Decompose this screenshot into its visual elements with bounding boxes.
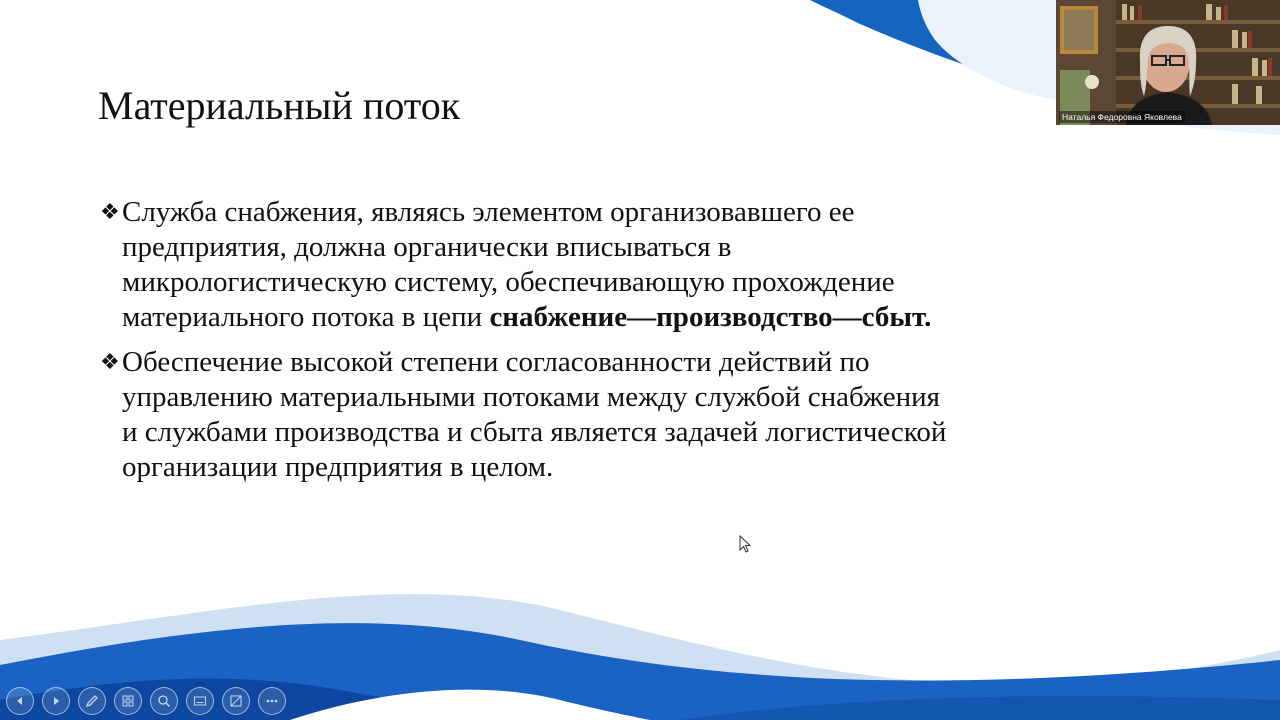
slides-icon	[121, 694, 135, 708]
diamond-bullet-icon: ❖	[100, 350, 120, 375]
slide-title: Материальный поток	[98, 83, 461, 128]
webcam-video-tile[interactable]	[1056, 0, 1280, 125]
bullet-text: Обеспечение высокой степени согласованности действий по управлению материальными потоками между службой снабжения и службами производства и сбыта является задачей логистической организации предприятия в целом.	[122, 346, 947, 483]
bullet-plain-text: Служба снабжения, являясь элементом организовавшего ее предприятия, должна органически вписываться в микрологистическую систему, обеспечивающую прохождение материального потока в цепи	[122, 196, 895, 333]
next-icon	[50, 695, 62, 707]
more-icon	[265, 694, 279, 708]
participant-name-label: Наталья Федоровна Яковлева	[1059, 111, 1185, 123]
bullet-list	[100, 195, 950, 495]
next-slide-button[interactable]	[42, 687, 70, 715]
bullet-item-supply-service	[100, 195, 950, 335]
more-options-button[interactable]	[258, 687, 286, 715]
diamond-bullet-icon: ❖	[100, 200, 120, 225]
black-screen-button[interactable]	[222, 687, 250, 715]
subtitles-button[interactable]	[186, 687, 214, 715]
slideshow-toolbar	[6, 686, 286, 716]
previous-slide-button[interactable]	[6, 687, 34, 715]
pen-tool-button[interactable]	[78, 687, 106, 715]
zoom-icon	[157, 694, 171, 708]
bullet-bold-text: снабжение—производство—сбыт.	[489, 301, 932, 333]
black-screen-icon	[229, 694, 243, 708]
mouse-pointer-icon	[739, 535, 753, 555]
webcam-video-frame	[1056, 0, 1280, 125]
pen-icon	[85, 694, 99, 708]
bullet-text	[122, 195, 950, 335]
bullet-item-coordination	[100, 345, 950, 485]
zoom-button[interactable]	[150, 687, 178, 715]
previous-icon	[14, 695, 26, 707]
subtitles-icon	[193, 694, 207, 708]
see-all-slides-button[interactable]	[114, 687, 142, 715]
